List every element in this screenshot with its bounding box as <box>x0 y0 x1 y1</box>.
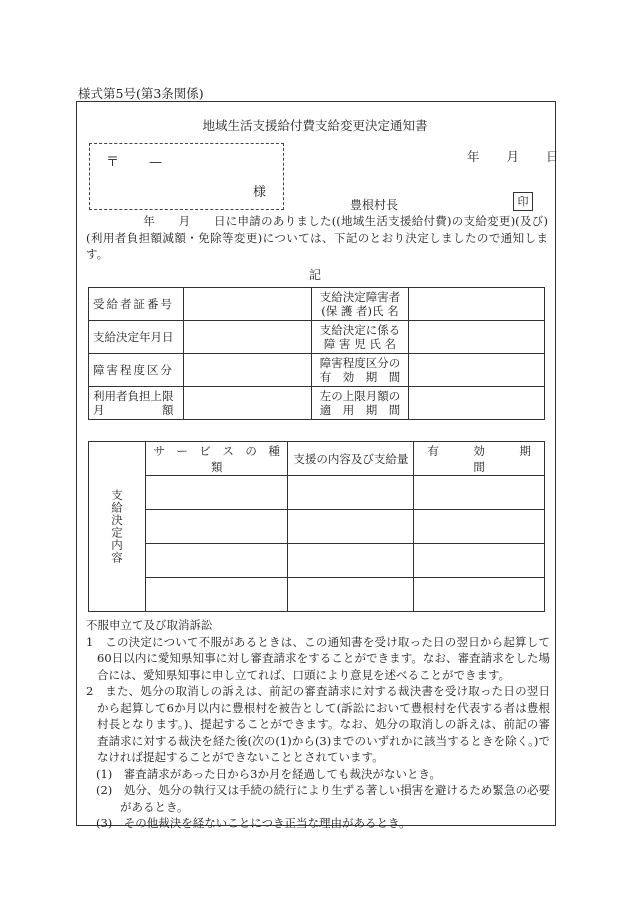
table-row <box>89 387 545 420</box>
value-cell[interactable] <box>409 288 545 321</box>
side-label: 支給決定内容 <box>110 489 124 564</box>
label-recipient-number: 受給者証番号 <box>89 288 184 321</box>
document-title: 地域生活支援給付費支給変更決定通知書 <box>202 118 428 133</box>
service-table <box>88 441 566 612</box>
value-cell[interactable] <box>183 354 311 387</box>
table-header-row <box>89 442 545 476</box>
label-level-validity: 障害程度区分の 有 効 期 間 <box>311 354 409 387</box>
label-recipient-name: 支給決定障害者 (保 護 者)氏 名 <box>311 288 409 321</box>
table-row <box>89 578 545 612</box>
date-month: 月 <box>506 149 520 164</box>
appeal-item-2: 2 また、処分の取消しの訴えは、前記の審査請求に対する裁決書を受け取った日の翌日から起算して6か月以内に豊根村を被告として(訴訟において豊根村を代表する者は豊根村長となります。)、提起することができます。なお、処分の取消しの訴えは、前記の審査請求に対する裁決を経た後(次の(1)から(3)までのいずれかに該当するときを除く。)でなければ提起することができないこととされています。 <box>86 684 550 764</box>
label-burden-limit: 利用者負担上限 月 額 <box>89 387 184 420</box>
value-cell[interactable] <box>183 321 311 354</box>
appeal-heading: 不服申立て及び取消訴訟 <box>86 618 213 632</box>
label-disability-level: 障害程度区分 <box>89 354 184 387</box>
date-year: 年 <box>467 149 480 164</box>
value-cell[interactable] <box>414 476 545 510</box>
label-decision-date: 支給決定年月日 <box>89 321 184 354</box>
label-limit-period: 左の上限月額の 適 用 期 間 <box>311 387 409 420</box>
value-cell[interactable] <box>414 510 545 544</box>
header-service-type: サ ー ビ ス の 種 類 <box>146 442 288 476</box>
value-cell[interactable] <box>183 288 311 321</box>
value-cell[interactable] <box>146 510 288 544</box>
header-validity: 有 効 期 間 <box>414 442 545 476</box>
value-cell[interactable] <box>409 321 545 354</box>
appeal-sub-item-1: (1) 審査請求があった日から3か月を経過しても裁決がないとき。 <box>96 766 442 781</box>
issuer-name: 豊根村長 <box>350 198 399 212</box>
table-row <box>89 476 545 510</box>
value-cell[interactable] <box>146 578 288 612</box>
honorific: 様 <box>253 185 267 200</box>
info-table <box>88 287 545 420</box>
value-cell[interactable] <box>288 544 414 578</box>
value-cell[interactable] <box>409 387 545 420</box>
value-cell[interactable] <box>409 354 545 387</box>
intro-paragraph <box>86 213 548 263</box>
value-cell[interactable] <box>288 510 414 544</box>
issue-date <box>467 147 559 165</box>
table-row <box>89 321 545 354</box>
table-row <box>89 354 545 387</box>
value-cell[interactable] <box>183 387 311 420</box>
header-support-amount: 支援の内容及び支給量 <box>288 442 414 476</box>
postal-dash: — <box>149 155 165 170</box>
seal-mark: 印 <box>513 192 533 211</box>
intro-text: 年 月 日に申請のありました((地域生活支援給付費)の支給変更)(及び)(利用者負担額減額・免除等変更)については、下記のとおり決定しましたので通知します。 <box>86 214 548 261</box>
value-cell[interactable] <box>414 578 545 612</box>
value-cell[interactable] <box>288 476 414 510</box>
value-cell[interactable] <box>288 578 414 612</box>
value-cell[interactable] <box>414 544 545 578</box>
table-row <box>89 510 545 544</box>
value-cell[interactable] <box>146 544 288 578</box>
date-day: 日 <box>546 149 559 164</box>
postal-code <box>106 151 164 170</box>
table-row <box>89 544 545 578</box>
value-cell[interactable] <box>146 476 288 510</box>
side-label-cell <box>89 442 146 612</box>
table-row <box>89 288 545 321</box>
form-number: 様式第5号(第3条関係) <box>78 86 204 101</box>
appeal-section <box>86 617 550 832</box>
appeal-sub-item-3: (3) その他裁決を経ないことにつき正当な理由があるとき。 <box>96 816 411 830</box>
postal-mark: 〒 <box>106 155 122 170</box>
ki-heading: 記 <box>308 268 321 282</box>
appeal-sub-item-2: (2) 処分、処分の執行又は手続の続行により生ずる著しい損害を避けるため緊急の必要があるとき。 <box>96 783 550 814</box>
label-child-name: 支給決定に係る 障 害 児 氏 名 <box>311 321 409 354</box>
appeal-item-1: 1 この決定について不服があるときは、この通知書を受け取った日の翌日から起算して60日以内に愛知県知事に対し審査請求をすることができます。なお、審査請求をした場合には、愛知県知事に申し立てれば、口頭により意見を述べることができます。 <box>86 634 550 682</box>
